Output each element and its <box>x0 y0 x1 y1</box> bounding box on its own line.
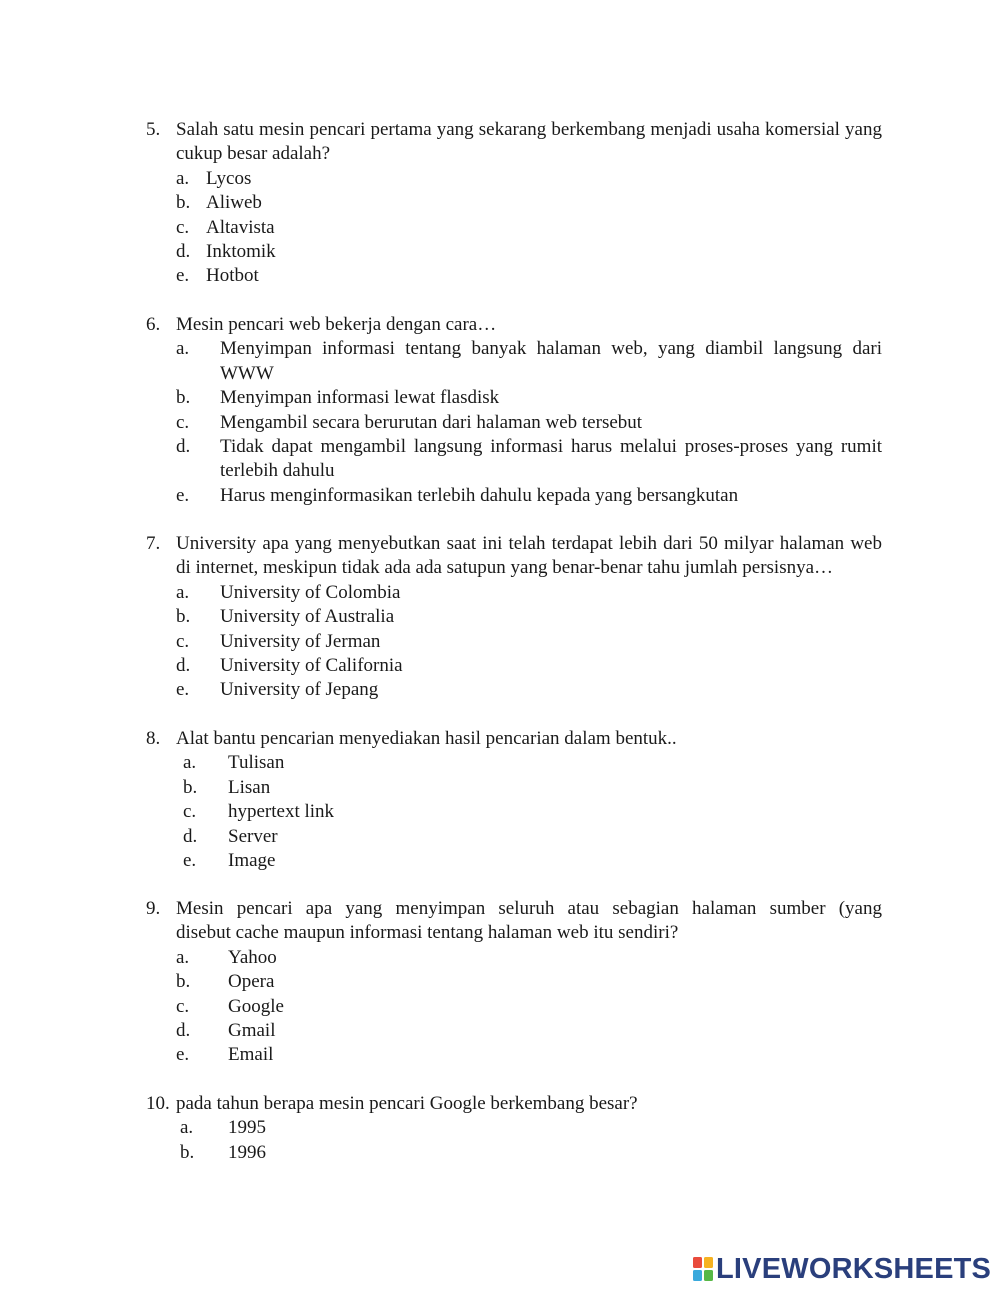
option-c <box>176 630 882 654</box>
question-number: 7. <box>146 533 161 554</box>
question-number: 9. <box>146 898 161 919</box>
option-letter: e. <box>176 679 190 701</box>
question-text: Salah satu mesin pencari pertama yang sekarang berkembang menjadi usaha komersial yang cukup besar adalah? <box>176 119 882 165</box>
option-text: Lycos <box>206 167 252 189</box>
option-text: Lisan <box>228 776 271 798</box>
option-letter: c. <box>183 801 197 823</box>
option-e <box>176 264 882 288</box>
option-letter: d. <box>176 655 191 677</box>
question-text: Alat bantu pencarian menyediakan hasil pencarian dalam bentuk.. <box>176 728 677 749</box>
question-number: 5. <box>146 119 161 140</box>
option-letter: d. <box>176 436 191 458</box>
option-letter: a. <box>183 752 197 774</box>
option-letter: c. <box>176 216 190 238</box>
option-text: Tulisan <box>228 752 285 774</box>
question-text: pada tahun berapa mesin pencari Google berkembang besar? <box>176 1093 638 1114</box>
option-letter: a. <box>176 581 190 603</box>
option-b <box>176 386 882 410</box>
option-e <box>176 1043 882 1067</box>
option-letter: b. <box>176 971 191 993</box>
option-letter: a. <box>176 946 190 968</box>
option-d <box>176 435 882 484</box>
question-number: 8. <box>146 728 161 749</box>
option-letter: a. <box>180 1117 194 1139</box>
question-text-line-1: Mesin pencari apa yang menyimpan seluruh atau sebagian halaman sumber (yang <box>176 898 882 919</box>
option-d <box>176 240 882 264</box>
option-b <box>183 776 882 800</box>
option-letter: c. <box>176 630 190 652</box>
option-letter: c. <box>176 995 190 1017</box>
option-d <box>176 1019 882 1043</box>
option-letter: e. <box>183 850 197 872</box>
option-text: Menyimpan informasi lewat flasdisk <box>220 387 500 409</box>
option-letter: b. <box>176 387 191 409</box>
option-text: Tidak dapat mengambil langsung informasi harus melalui proses-proses yang rumit terlebih dahulu <box>220 436 882 482</box>
question-6 <box>146 313 882 508</box>
question-text: Mesin pencari web bekerja dengan cara… <box>176 314 497 335</box>
option-text: Aliweb <box>206 192 262 214</box>
option-a <box>183 751 882 775</box>
liveworksheets-logo-icon <box>693 1257 713 1281</box>
question-10 <box>146 1092 882 1165</box>
option-text: Menyimpan informasi tentang banyak halaman web, yang diambil langsung dari WWW <box>220 338 882 384</box>
option-text: Server <box>228 825 278 847</box>
question-number: 10. <box>146 1093 170 1114</box>
option-text: Yahoo <box>228 946 277 968</box>
option-text: Opera <box>228 971 275 993</box>
option-letter: d. <box>183 825 198 847</box>
option-text: Image <box>228 850 276 872</box>
option-e <box>183 849 882 873</box>
option-letter: e. <box>176 484 190 506</box>
option-a <box>176 581 882 605</box>
option-b <box>180 1141 882 1165</box>
option-d <box>183 825 882 849</box>
question-text: University apa yang menyebutkan saat ini telah terdapat lebih dari 50 milyar halaman web di internet, meskipun tidak ada ada satupun yang benar-benar tahu jumlah persisnya… <box>176 533 882 579</box>
option-text: Hotbot <box>206 265 259 287</box>
option-text: University of Jepang <box>220 679 379 701</box>
option-letter: a. <box>176 338 190 360</box>
option-letter: e. <box>176 1044 190 1066</box>
liveworksheets-logo[interactable] <box>693 1254 991 1284</box>
option-letter: c. <box>176 411 190 433</box>
option-text: University of California <box>220 655 403 677</box>
question-9 <box>146 897 882 1068</box>
option-b <box>176 191 882 215</box>
option-text: University of Jerman <box>220 630 381 652</box>
option-text: Gmail <box>228 1020 276 1042</box>
option-a <box>176 167 882 191</box>
option-text: 1995 <box>228 1117 266 1139</box>
option-letter: b. <box>176 606 191 628</box>
question-8 <box>146 727 882 873</box>
option-letter: b. <box>180 1141 195 1163</box>
option-c <box>176 216 882 240</box>
option-text: Harus menginformasikan terlebih dahulu kepada yang bersangkutan <box>220 484 739 506</box>
option-a <box>176 337 882 386</box>
option-text: Mengambil secara berurutan dari halaman web tersebut <box>220 411 643 433</box>
option-b <box>176 970 882 994</box>
option-d <box>176 654 882 678</box>
logo-text: LIVEWORKSHEETS <box>716 1253 992 1285</box>
option-text: Google <box>228 995 284 1017</box>
option-c <box>183 800 882 824</box>
option-b <box>176 605 882 629</box>
option-text: Inktomik <box>206 241 276 263</box>
option-text: 1996 <box>228 1141 266 1163</box>
option-text: hypertext link <box>228 801 335 823</box>
question-7 <box>146 532 882 703</box>
option-c <box>176 411 882 435</box>
option-text: University of Colombia <box>220 581 401 603</box>
option-letter: a. <box>176 167 190 189</box>
question-number: 6. <box>146 314 161 335</box>
question-text-line-2: disebut cache maupun informasi tentang halaman web itu sendiri? <box>176 922 679 944</box>
option-letter: e. <box>176 265 190 287</box>
option-e <box>176 678 882 702</box>
question-5 <box>146 118 882 289</box>
option-a <box>176 946 882 970</box>
option-letter: d. <box>176 241 191 263</box>
option-a <box>180 1116 882 1140</box>
option-text: University of Australia <box>220 606 395 628</box>
option-letter: d. <box>176 1020 191 1042</box>
option-e <box>176 484 882 508</box>
option-c <box>176 995 882 1019</box>
option-letter: b. <box>176 192 191 214</box>
option-text: Altavista <box>206 216 275 238</box>
option-letter: b. <box>183 776 198 798</box>
option-text: Email <box>228 1044 274 1066</box>
